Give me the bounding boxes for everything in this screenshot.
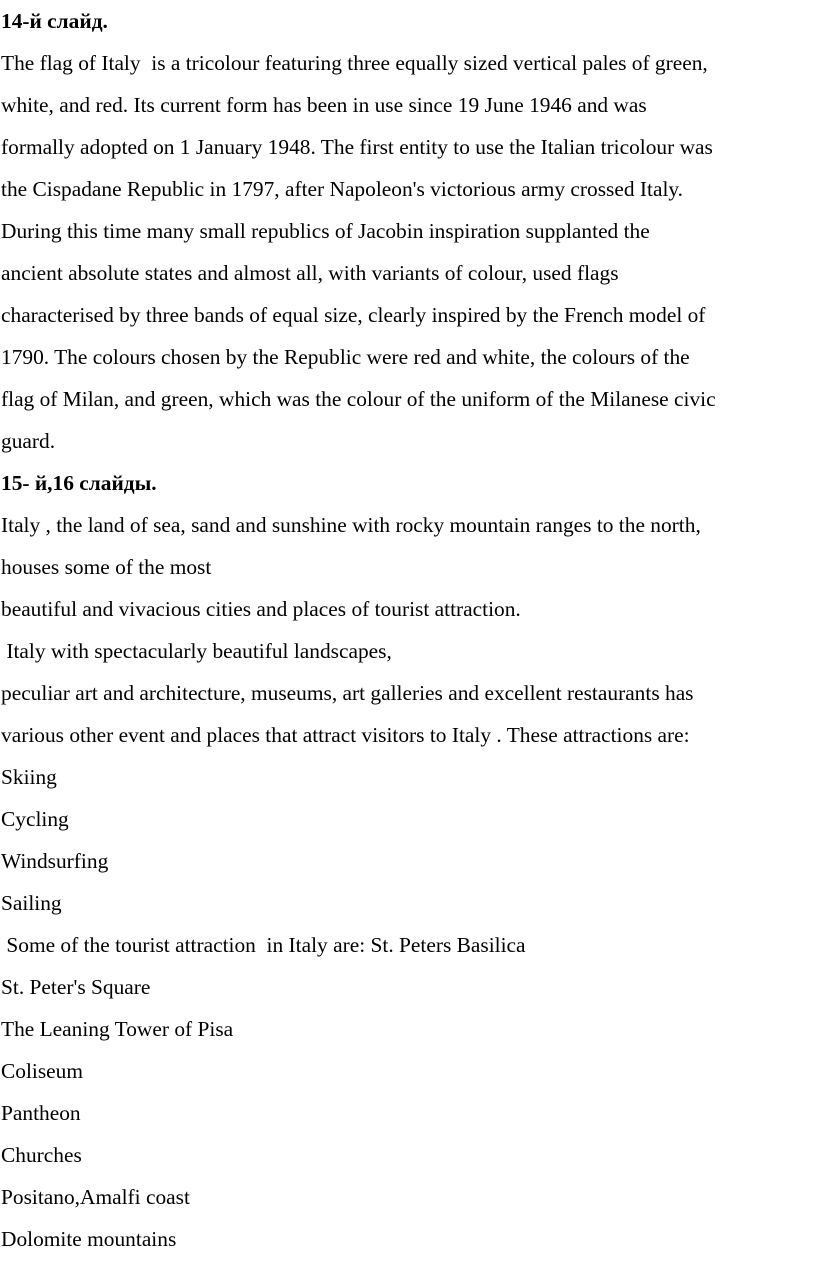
list-item: St. Peter's Square <box>1 975 151 999</box>
paragraph-line: peculiar art and architecture, museums, art galleries and excellent restaurants has <box>1 681 694 705</box>
paragraph-line: the Cispadane Republic in 1797, after Napoleon's victorious army crossed Italy. <box>1 177 684 201</box>
sights-list <box>1 966 813 1260</box>
italy-paragraph <box>1 504 813 756</box>
list-item: The Leaning Tower of Pisa <box>1 1017 234 1041</box>
list-item: Dolomite mountains <box>1 1227 177 1251</box>
paragraph-line: white, and red. Its current form has been in use since 19 June 1946 and was <box>1 93 647 117</box>
list-item: Cycling <box>1 807 69 831</box>
paragraph-line: various other event and places that attract visitors to Italy . These attractions are: <box>1 723 690 747</box>
list-item: Positano,Amalfi coast <box>1 1185 190 1209</box>
paragraph-line: The flag of Italy is a tricolour featuring three equally sized vertical pales of green, <box>1 51 708 75</box>
document-page <box>1 0 813 1260</box>
paragraph-line: ancient absolute states and almost all, with variants of colour, used flags <box>1 261 619 285</box>
paragraph-line: guard. <box>1 429 56 453</box>
paragraph-line: formally adopted on 1 January 1948. The first entity to use the Italian tricolour was <box>1 135 713 159</box>
list-item: Coliseum <box>1 1059 84 1083</box>
list-item: Churches <box>1 1143 82 1167</box>
paragraph-line: beautiful and vivacious cities and places of tourist attraction. <box>1 597 521 621</box>
slide-14-heading: 14-й слайд. <box>1 9 108 33</box>
list-item: Windsurfing <box>1 849 109 873</box>
list-item: Skiing <box>1 765 57 789</box>
paragraph-line: flag of Milan, and green, which was the colour of the uniform of the Milanese civic <box>1 387 716 411</box>
slide-15-16-heading: 15- й,16 слайды. <box>1 471 157 495</box>
paragraph-line: 1790. The colours chosen by the Republic were red and white, the colours of the <box>1 345 690 369</box>
paragraph-line: houses some of the most <box>1 555 212 579</box>
paragraph-line: Italy , the land of sea, sand and sunshine with rocky mountain ranges to the north, <box>1 513 701 537</box>
list-item: Pantheon <box>1 1101 81 1125</box>
list-item: Sailing <box>1 891 62 915</box>
paragraph-line: characterised by three bands of equal size, clearly inspired by the French model of <box>1 303 706 327</box>
flag-paragraph <box>1 42 813 462</box>
paragraph-line: During this time many small republics of Jacobin inspiration supplanted the <box>1 219 650 243</box>
paragraph-line: Italy with spectacularly beautiful landscapes, <box>1 639 392 663</box>
sights-intro: Some of the tourist attraction in Italy are: St. Peters Basilica <box>1 933 526 957</box>
attractions-list <box>1 756 813 924</box>
